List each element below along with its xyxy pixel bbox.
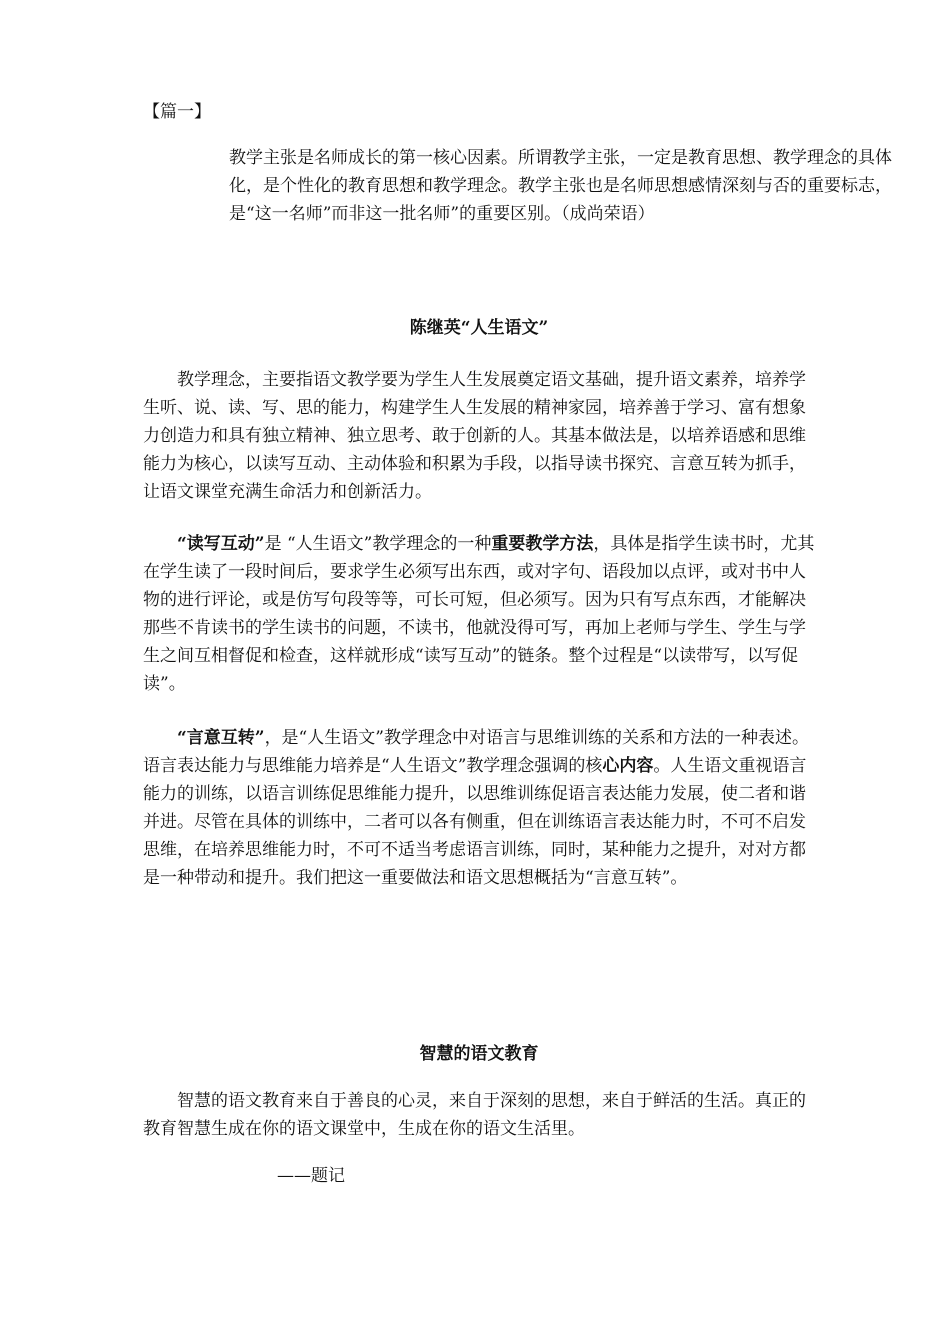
language-thought-rest: 。人生语文重视语言能力的训练，以语言训练促思维能力提升，以思维训练促语言表达能力发展，使二者和谐并进。尽管在具体的训练中，二者可以各有侧重，但在训练语言表达能力时，不可不启发思维，在培养思维能力时，不可不适当考虑语言训练，同时，某种能力之提升，对对方都是一种带动和提升。我们把这一重要做法和语文思想概括为“言意互转”。	[143, 756, 807, 888]
core-content-emphasis: 心内容	[602, 756, 654, 776]
teaching-philosophy-paragraph: 教学理念，主要指语文教学要为学生人生发展奠定语文基础，提升语文素养，培养学生听、说、读、写、思的能力，构建学生人生发展的精神家园，培养善于学习、富有想象力创造力和具有独立精神、独立思考、敢于创新的人。其基本做法是，以培养语感和思维能力为核心，以读写互动、主动体验和积累为手段，以指导读书探究、言意互转为抓手，让语文课堂充满生命活力和创新活力。	[143, 370, 806, 502]
reading-writing-rest: ，具体是指学生读书时，尤其在学生读了一段时间后，要求学生必须写出东西，或对字句、语段加以点评，或对书中人物的进行评论，或是仿写句段等等，可长可短，但必须写。因为只有写点东西，才能解决那些不肯读书的学生读书的问题，不读书，他就没得可写，再加上老师与学生、学生与学生之间互相督促和检查，这样就形成“读写互动”的链条。整个过程是“以读带写，以写促读”。	[143, 534, 815, 694]
intro-paragraph: 教学主张是名师成长的第一核心因素。所谓教学主张，一定是教育思想、教学理念的具体化，是个性化的教育思想和教学理念。教学主张也是名师思想感情深刻与否的重要标志，是“这一名师”而非这一批名师”的重要区别。（成尚荣语）	[229, 148, 892, 224]
reading-writing-mid: 是 “人生语文”教学理念的一种	[264, 534, 492, 554]
reading-writing-paragraph	[143, 530, 815, 698]
key-method-emphasis: 重要教学方法	[491, 534, 594, 554]
reading-writing-term: “读写互动”	[177, 534, 265, 554]
language-thought-term: “言意互转”	[177, 728, 265, 748]
section-title-wisdom: 智慧的语文教育	[419, 1044, 539, 1064]
epigraph-paragraph: 智慧的语文教育来自于善良的心灵，来自于深刻的思想，来自于鲜活的生活。真正的教育智慧生成在你的语文课堂中，生成在你的语文生活里。	[143, 1091, 806, 1139]
language-thought-mid: ，是“人生语文”教学理念中对语言与思维训练的关系和方法的一种表述。语言表达能力与思维能力培养是“人生语文”教学理念强调的核	[143, 728, 809, 776]
section-title-renshengyuwen: 陈继英“人生语文”	[409, 318, 549, 338]
language-thought-paragraph	[143, 724, 815, 892]
epigraph-signature: ——题记	[277, 1166, 345, 1186]
section-label: 【篇一】	[143, 102, 211, 122]
